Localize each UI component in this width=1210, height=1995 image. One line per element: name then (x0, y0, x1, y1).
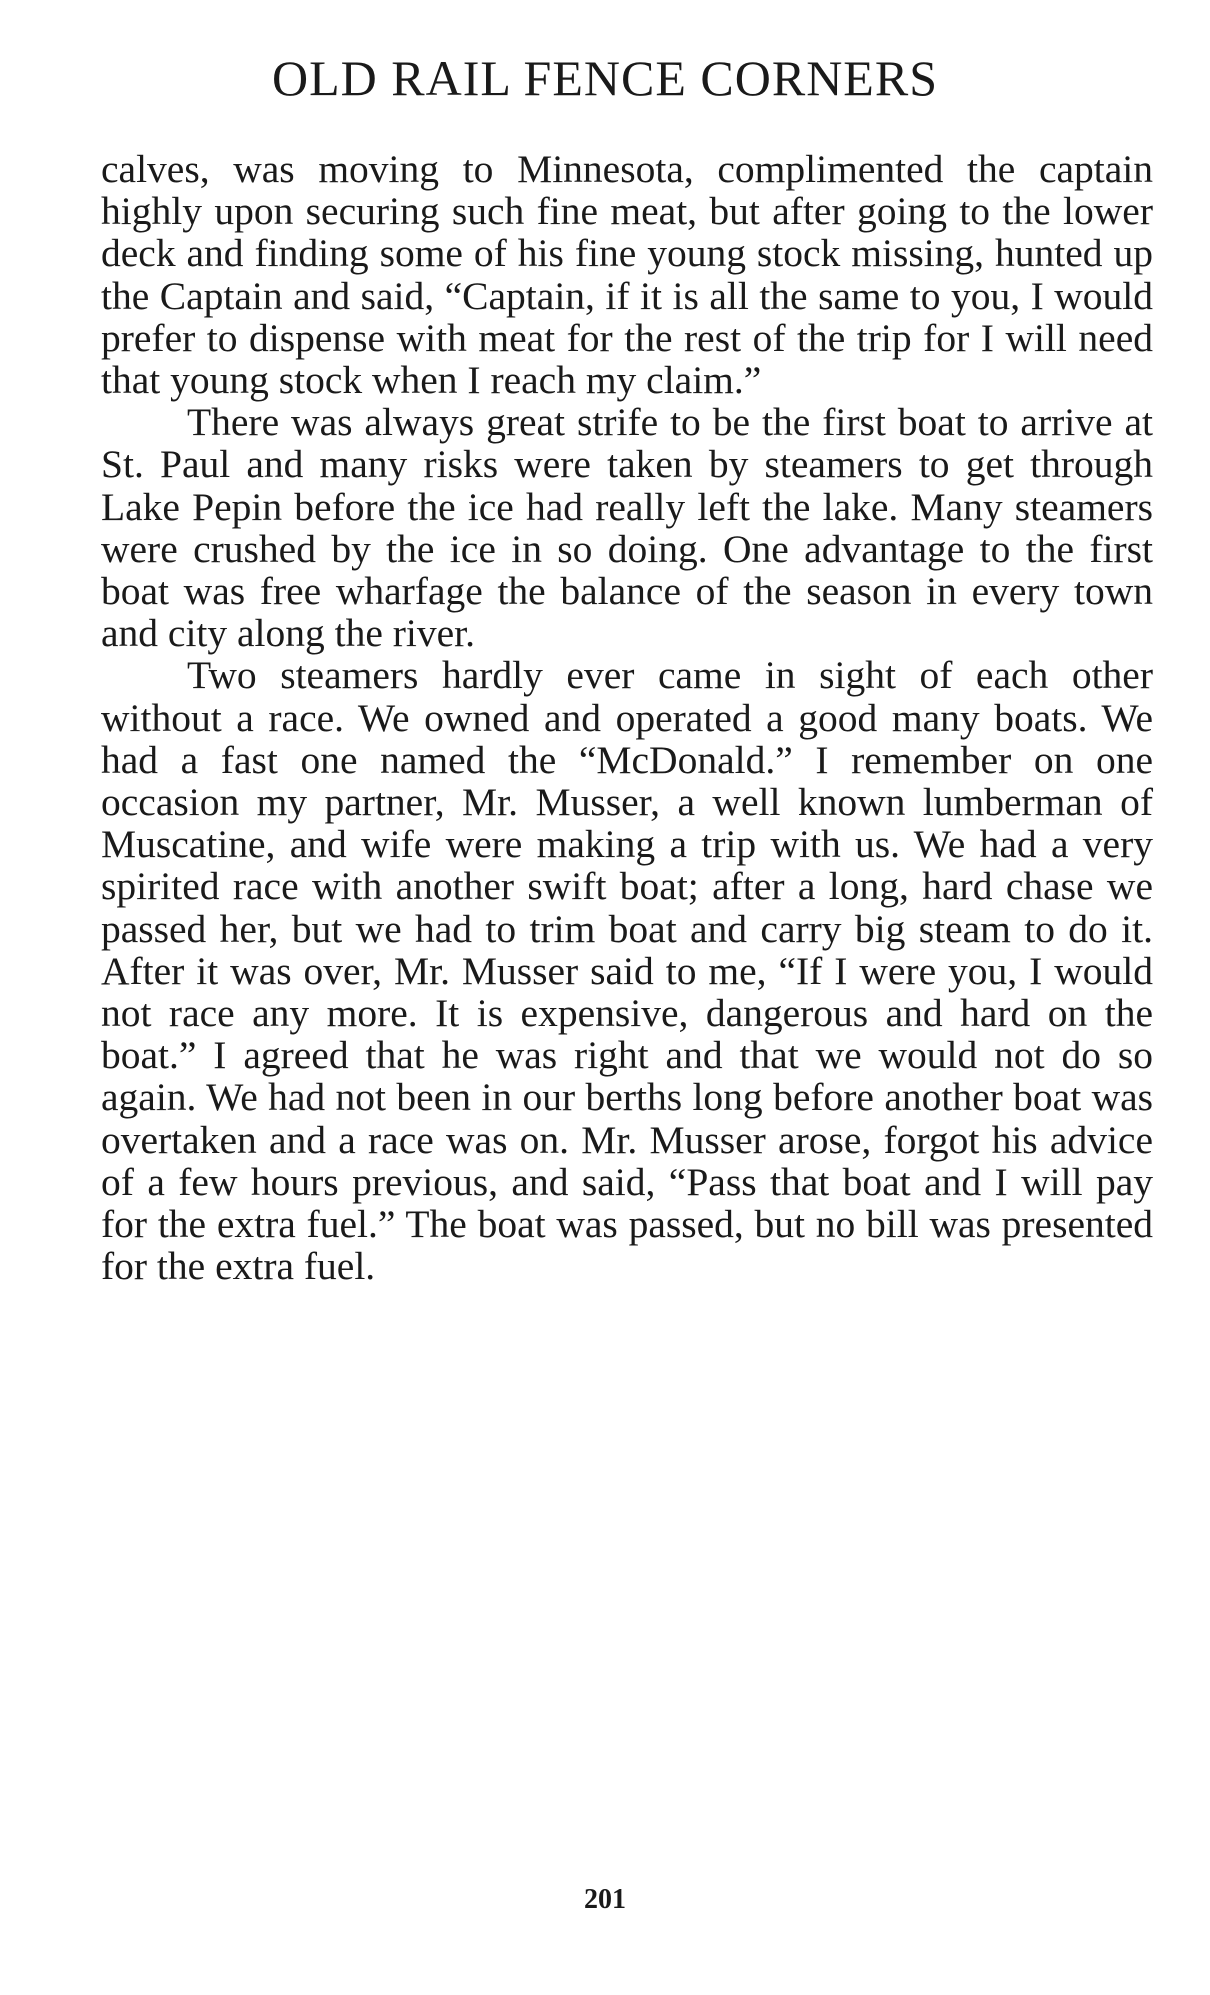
page-number: 201 (584, 1884, 626, 1915)
body-text (101, 148, 1153, 1287)
running-head: OLD RAIL FENCE CORNERS (271, 50, 939, 106)
paragraph-continued: calves, was moving to Minnesota, complimented the captain highly upon securing such fine meat, but after going to the lower deck and finding some of his fine young stock missing, hunted up the Captain and said, “Captain, if it is all the same to you, I would prefer to dispense with meat for the rest of the trip for I will need that young stock when I reach my claim.” (101, 147, 1153, 403)
paragraph-steamer-race: Two steamers hardly ever came in sight of each other without a race. We owned and operated a good many boats. We had a fast one named the “McDonald.” I remember on one occasion my partner, Mr. Musser, a well known lumberman of Muscatine, and wife were making a trip with us. We had a very spirited race with another swift boat; after a long, hard chase we passed her, but we had to trim boat and carry big steam to do it. After it was over, Mr. Musser said to me, “If I were you, I would not race any more. It is expensive, dangerous and hard on the boat.” I agreed that he was right and that we would not do so again. We had not been in our berths long before another boat was overtaken and a race was on. Mr. Musser arose, forgot his advice of a few hours previous, and said, “Pass that boat and I will pay for the extra fuel.” The boat was passed, but no bill was presented for the extra fuel. (101, 653, 1153, 1289)
paragraph-first-boat: There was always great strife to be the first boat to arrive at St. Paul and many risks were taken by steamers to get through Lake Pepin before the ice had really left the lake. Many steamers were crushed by the ice in so doing. One advantage to the first boat was free wharfage the balance of the season in every town and city along the river. (101, 400, 1153, 656)
